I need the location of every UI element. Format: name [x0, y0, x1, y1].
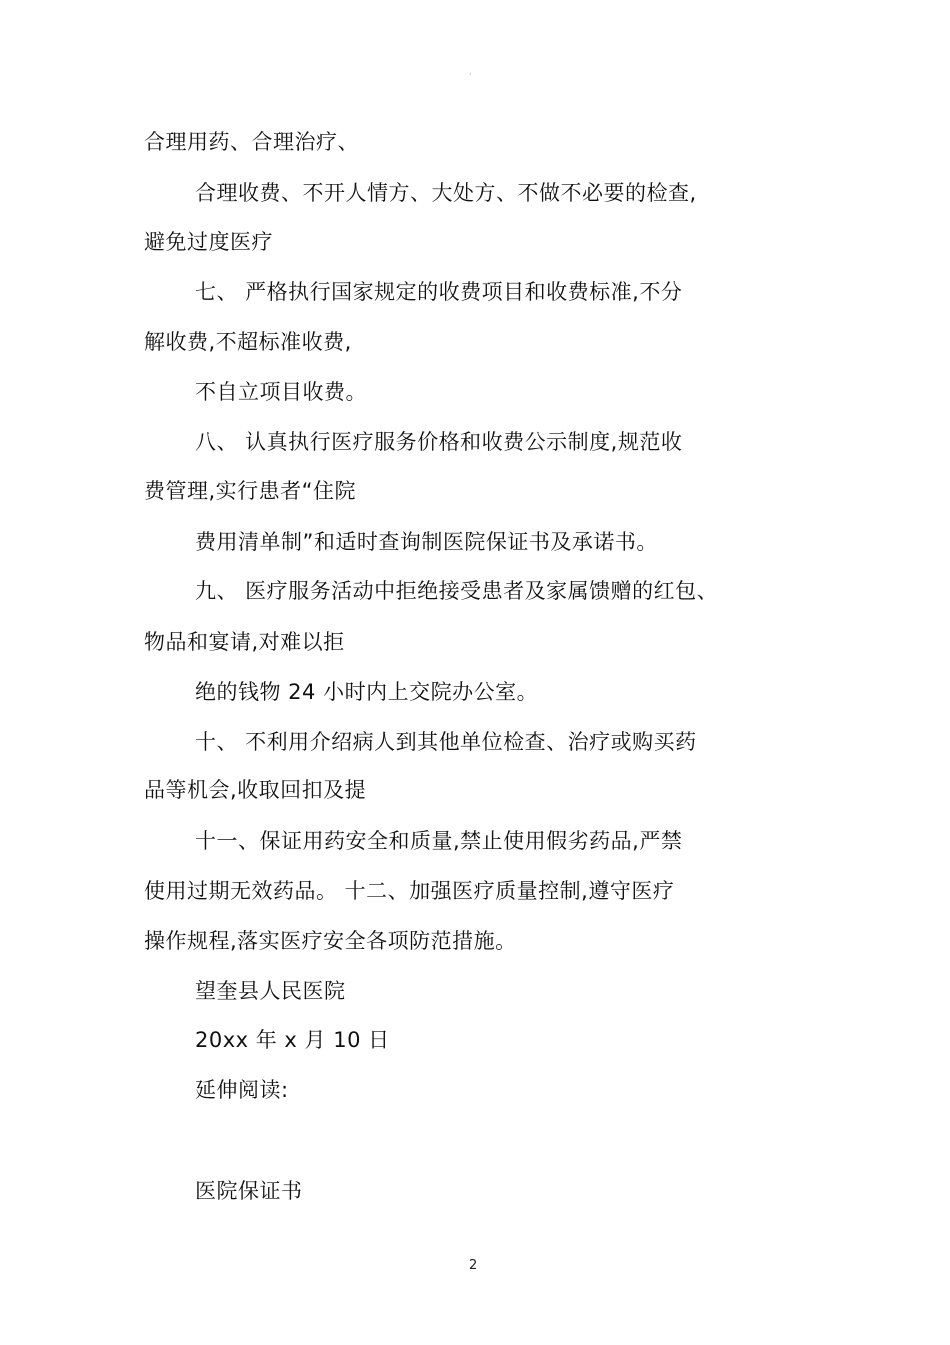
text-line: 合理用药、合理治疗、 — [144, 130, 359, 154]
further-reading-label: 延伸阅读: — [195, 1078, 289, 1102]
text-line: 品等机会,收取回扣及提 — [144, 778, 367, 802]
text-line: 不自立项目收费。 — [195, 380, 367, 404]
text-line: 避免过度医疗 — [144, 230, 273, 254]
header-mark: · — [469, 70, 472, 79]
text-line: 八、 认真执行医疗服务价格和收费公示制度,规范收 — [195, 430, 683, 454]
text-line: 费管理,实行患者“住院 — [144, 479, 357, 503]
text-line: 费用清单制”和适时查询制医院保证书及承诺书。 — [195, 530, 658, 554]
text-line: 十、 不利用介绍病人到其他单位检查、治疗或购买药 — [195, 730, 697, 754]
text-line: 解收费,不超标准收费, — [144, 330, 352, 354]
signature-date: 20xx 年 x 月 10 日 — [195, 1028, 390, 1052]
text-line: 绝的钱物 24 小时内上交院办公室。 — [195, 680, 539, 704]
page-number: 2 — [469, 1258, 478, 1273]
text-line: 使用过期无效药品。 十二、加强医疗质量控制,遵守医疗 — [144, 879, 675, 903]
text-line: 物品和宴请,对难以拒 — [144, 630, 345, 654]
text-line: 十一、保证用药安全和质量,禁止使用假劣药品,严禁 — [195, 829, 683, 853]
text-line: 七、 严格执行国家规定的收费项目和收费标准,不分 — [195, 280, 683, 304]
section-title: 医院保证书 — [195, 1179, 303, 1203]
signature-organization: 望奎县人民医院 — [195, 979, 346, 1003]
text-line: 合理收费、不开人情方、大处方、不做不必要的检查, — [195, 181, 697, 205]
text-line: 九、 医疗服务活动中拒绝接受患者及家属馈赠的红包、 — [195, 579, 719, 603]
text-line: 操作规程,落实医疗安全各项防范措施。 — [144, 929, 517, 953]
